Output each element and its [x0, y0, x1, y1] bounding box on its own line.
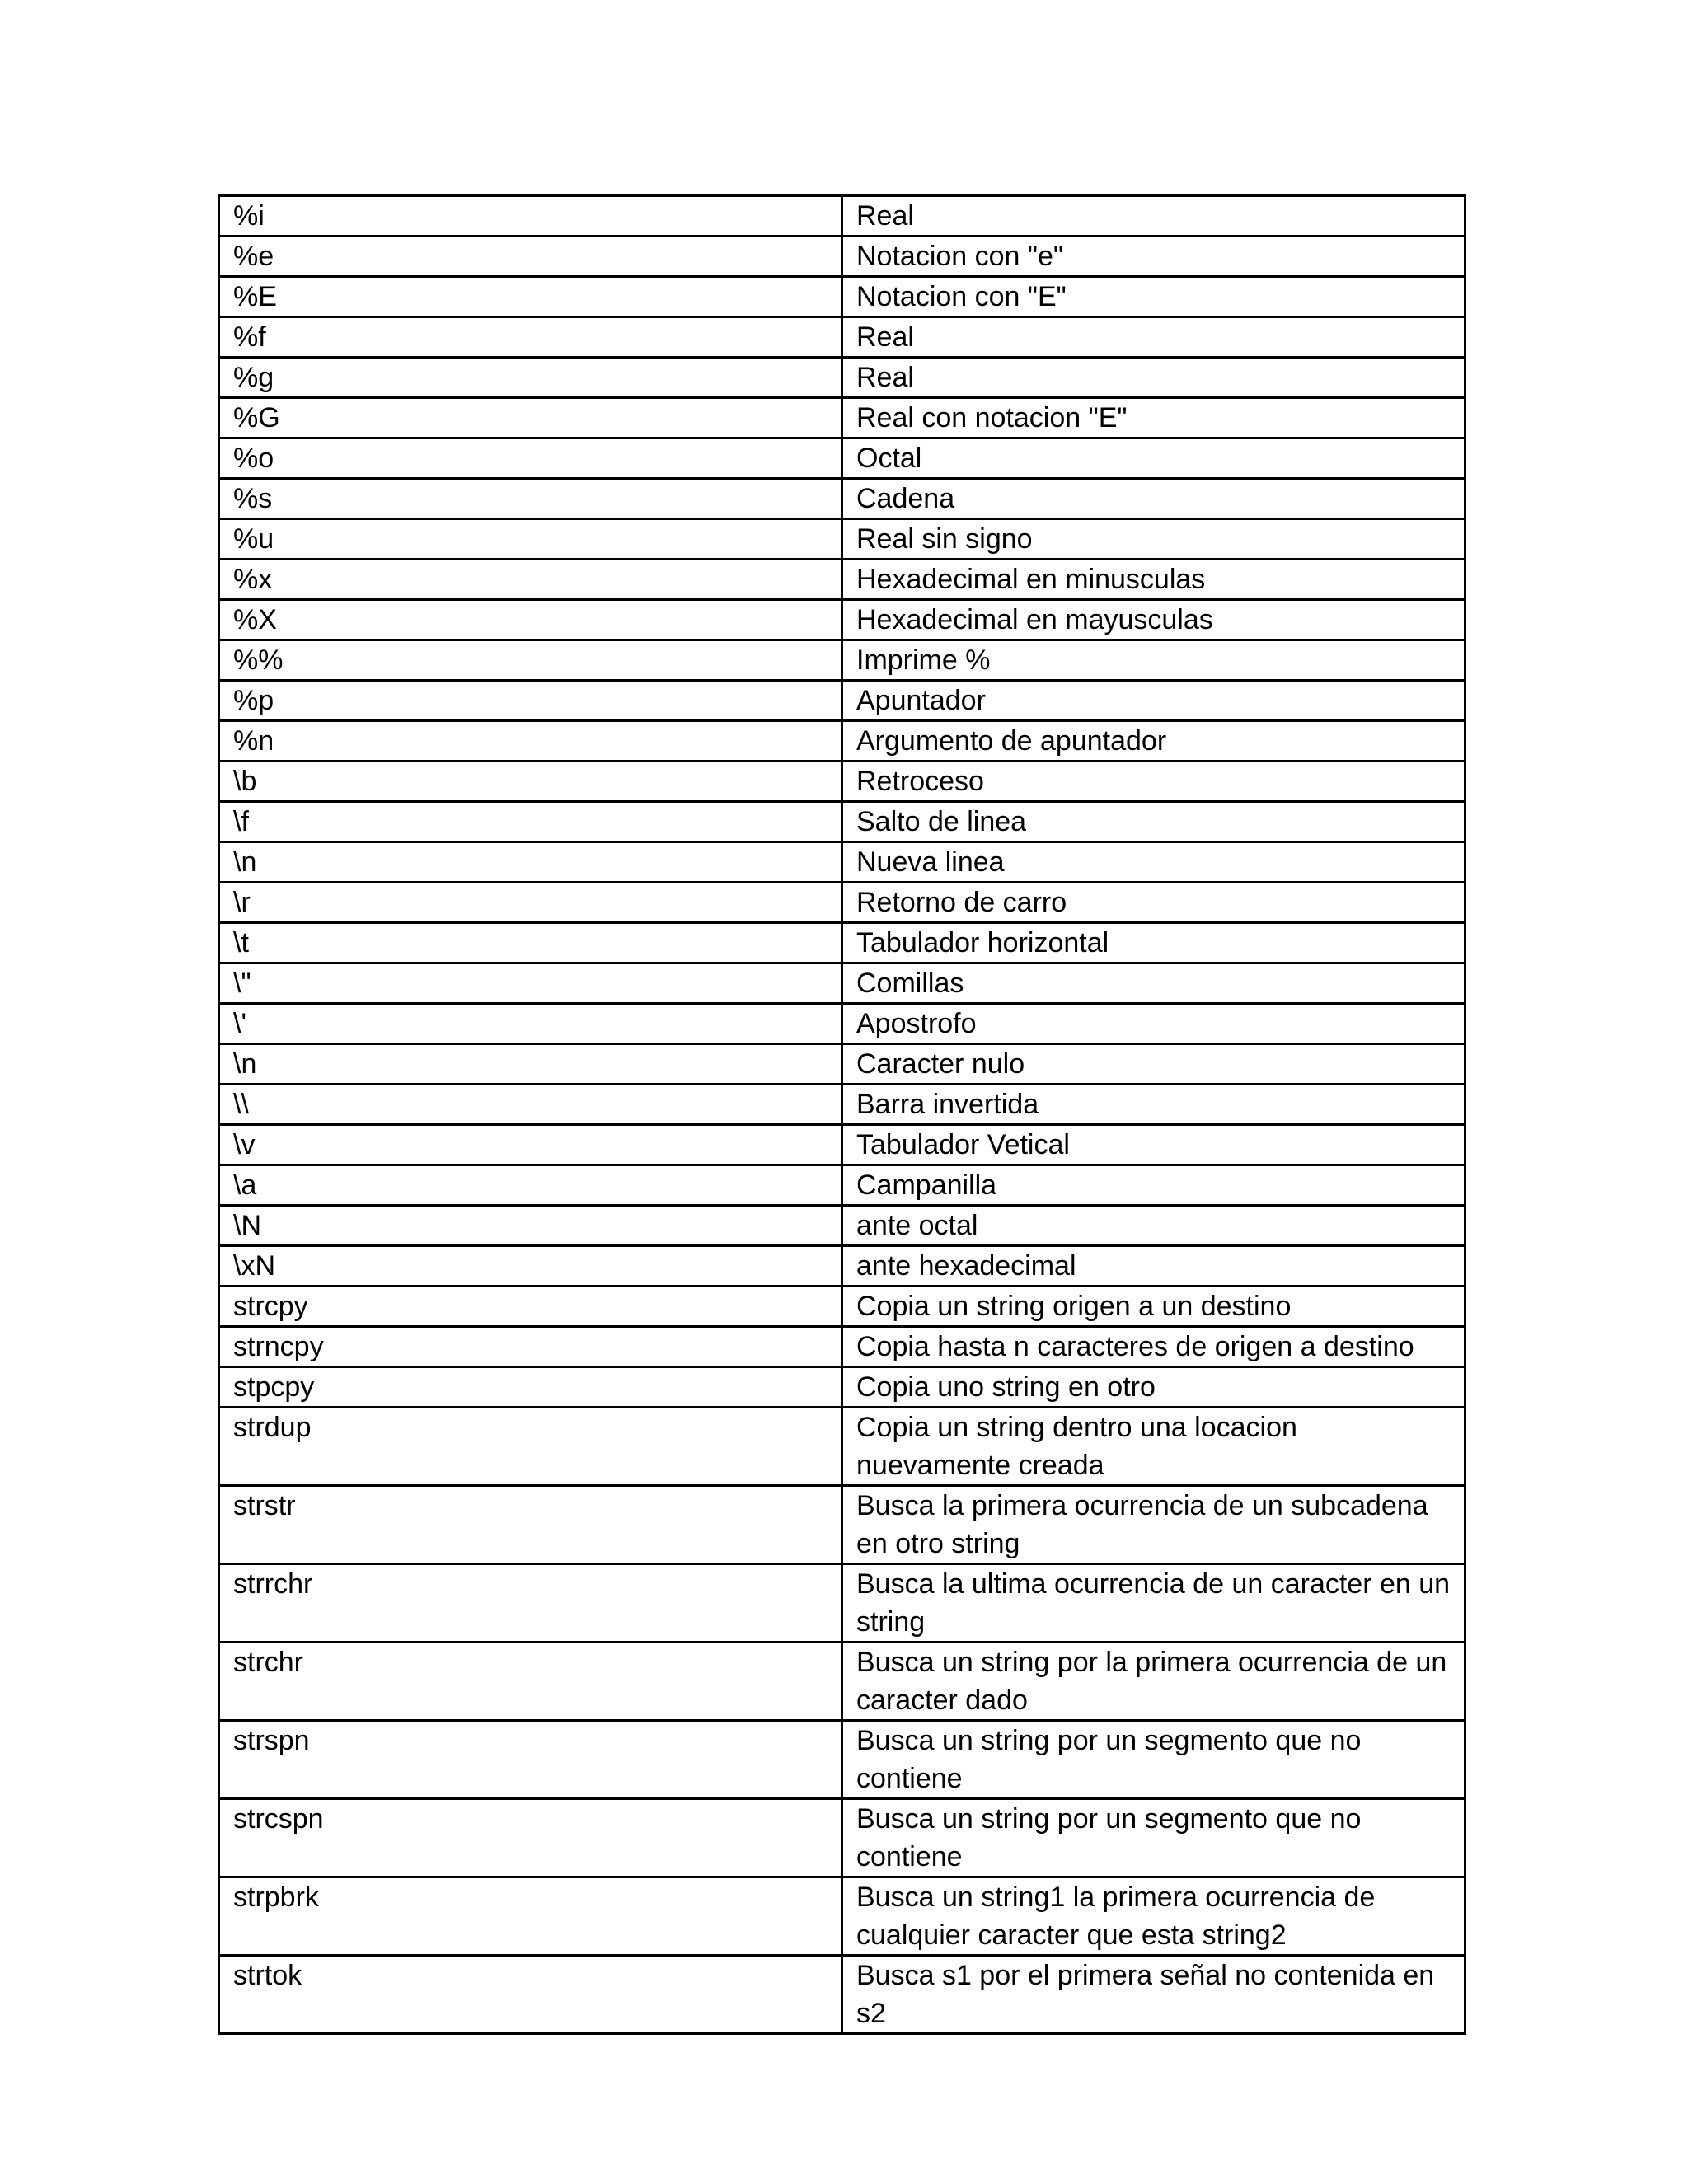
table-row — [219, 1246, 1465, 1286]
table-row — [219, 1877, 1465, 1956]
code-cell: strchr — [219, 1643, 842, 1721]
code-cell: \N — [219, 1206, 842, 1246]
table-row — [219, 1085, 1465, 1125]
description-cell: Retorno de carro — [842, 883, 1465, 923]
description-cell: Notacion con "e" — [842, 237, 1465, 277]
code-cell: %f — [219, 317, 842, 358]
description-cell: Copia hasta n caracteres de origen a destino — [842, 1327, 1465, 1367]
code-cell: \b — [219, 762, 842, 802]
table-row — [219, 640, 1465, 681]
table-row — [219, 1367, 1465, 1408]
code-cell: strrchr — [219, 1564, 842, 1643]
code-cell: %p — [219, 681, 842, 721]
description-cell: ante octal — [842, 1206, 1465, 1246]
description-cell: Octal — [842, 438, 1465, 479]
table-row — [219, 1125, 1465, 1165]
description-cell: Copia un string origen a un destino — [842, 1286, 1465, 1327]
description-cell: Tabulador horizontal — [842, 923, 1465, 963]
reference-table — [218, 194, 1466, 2035]
description-cell: Hexadecimal en mayusculas — [842, 600, 1465, 640]
description-cell: Real — [842, 317, 1465, 358]
code-cell: \' — [219, 1004, 842, 1044]
description-cell: Real sin signo — [842, 519, 1465, 560]
code-cell: \r — [219, 883, 842, 923]
code-cell: strcpy — [219, 1286, 842, 1327]
table-row — [219, 398, 1465, 438]
table-row — [219, 1408, 1465, 1486]
code-cell: \v — [219, 1125, 842, 1165]
description-cell: Busca s1 por el primera señal no contenida en s2 — [842, 1956, 1465, 2034]
description-cell: Campanilla — [842, 1165, 1465, 1206]
table-row — [219, 923, 1465, 963]
description-cell: Hexadecimal en minusculas — [842, 560, 1465, 600]
description-cell: Busca la ultima ocurrencia de un caracter en un string — [842, 1564, 1465, 1643]
code-cell: \xN — [219, 1246, 842, 1286]
code-cell: \f — [219, 802, 842, 842]
code-cell: %% — [219, 640, 842, 681]
description-cell: Nueva linea — [842, 842, 1465, 883]
code-cell: \" — [219, 963, 842, 1004]
code-cell: \n — [219, 842, 842, 883]
code-cell: %X — [219, 600, 842, 640]
description-cell: Notacion con "E" — [842, 277, 1465, 317]
code-cell: strstr — [219, 1486, 842, 1564]
table-row — [219, 721, 1465, 762]
table-row — [219, 479, 1465, 519]
reference-table-body — [219, 196, 1465, 2034]
code-cell: %E — [219, 277, 842, 317]
description-cell: Busca la primera ocurrencia de un subcadena en otro string — [842, 1486, 1465, 1564]
table-row — [219, 963, 1465, 1004]
table-row — [219, 1165, 1465, 1206]
description-cell: Caracter nulo — [842, 1044, 1465, 1085]
table-row — [219, 1956, 1465, 2034]
table-row — [219, 1564, 1465, 1643]
table-row — [219, 1721, 1465, 1799]
code-cell: \a — [219, 1165, 842, 1206]
code-cell: \\ — [219, 1085, 842, 1125]
code-cell: %s — [219, 479, 842, 519]
description-cell: Busca un string por un segmento que no contiene — [842, 1799, 1465, 1877]
code-cell: stpcpy — [219, 1367, 842, 1408]
table-row — [219, 842, 1465, 883]
description-cell: Busca un string por un segmento que no contiene — [842, 1721, 1465, 1799]
description-cell: Busca un string por la primera ocurrencia de un caracter dado — [842, 1643, 1465, 1721]
table-row — [219, 519, 1465, 560]
table-row — [219, 1643, 1465, 1721]
code-cell: %i — [219, 196, 842, 237]
description-cell: Copia un string dentro una locacion nuevamente creada — [842, 1408, 1465, 1486]
table-row — [219, 802, 1465, 842]
table-row — [219, 762, 1465, 802]
code-cell: %u — [219, 519, 842, 560]
code-cell: %o — [219, 438, 842, 479]
description-cell: Apuntador — [842, 681, 1465, 721]
table-row — [219, 1327, 1465, 1367]
description-cell: Retroceso — [842, 762, 1465, 802]
description-cell: Argumento de apuntador — [842, 721, 1465, 762]
code-cell: \t — [219, 923, 842, 963]
description-cell: Barra invertida — [842, 1085, 1465, 1125]
description-cell: ante hexadecimal — [842, 1246, 1465, 1286]
code-cell: %G — [219, 398, 842, 438]
description-cell: Busca un string1 la primera ocurrencia de cualquier caracter que esta string2 — [842, 1877, 1465, 1956]
table-row — [219, 438, 1465, 479]
table-row — [219, 600, 1465, 640]
table-row — [219, 358, 1465, 398]
code-cell: strdup — [219, 1408, 842, 1486]
code-cell: %g — [219, 358, 842, 398]
table-row — [219, 1286, 1465, 1327]
code-cell: %n — [219, 721, 842, 762]
description-cell: Tabulador Vetical — [842, 1125, 1465, 1165]
table-row — [219, 1004, 1465, 1044]
description-cell: Real — [842, 196, 1465, 237]
table-row — [219, 883, 1465, 923]
description-cell: Copia uno string en otro — [842, 1367, 1465, 1408]
description-cell: Cadena — [842, 479, 1465, 519]
description-cell: Real con notacion "E" — [842, 398, 1465, 438]
table-row — [219, 1044, 1465, 1085]
code-cell: strtok — [219, 1956, 842, 2034]
description-cell: Apostrofo — [842, 1004, 1465, 1044]
description-cell: Imprime % — [842, 640, 1465, 681]
table-row — [219, 1486, 1465, 1564]
code-cell: strspn — [219, 1721, 842, 1799]
code-cell: strncpy — [219, 1327, 842, 1367]
table-row — [219, 237, 1465, 277]
table-row — [219, 681, 1465, 721]
table-row — [219, 317, 1465, 358]
description-cell: Real — [842, 358, 1465, 398]
code-cell: \n — [219, 1044, 842, 1085]
code-cell: strpbrk — [219, 1877, 842, 1956]
table-row — [219, 196, 1465, 237]
table-row — [219, 560, 1465, 600]
table-row — [219, 1799, 1465, 1877]
code-cell: strcspn — [219, 1799, 842, 1877]
description-cell: Salto de linea — [842, 802, 1465, 842]
table-row — [219, 1206, 1465, 1246]
code-cell: %e — [219, 237, 842, 277]
code-cell: %x — [219, 560, 842, 600]
description-cell: Comillas — [842, 963, 1465, 1004]
table-row — [219, 277, 1465, 317]
